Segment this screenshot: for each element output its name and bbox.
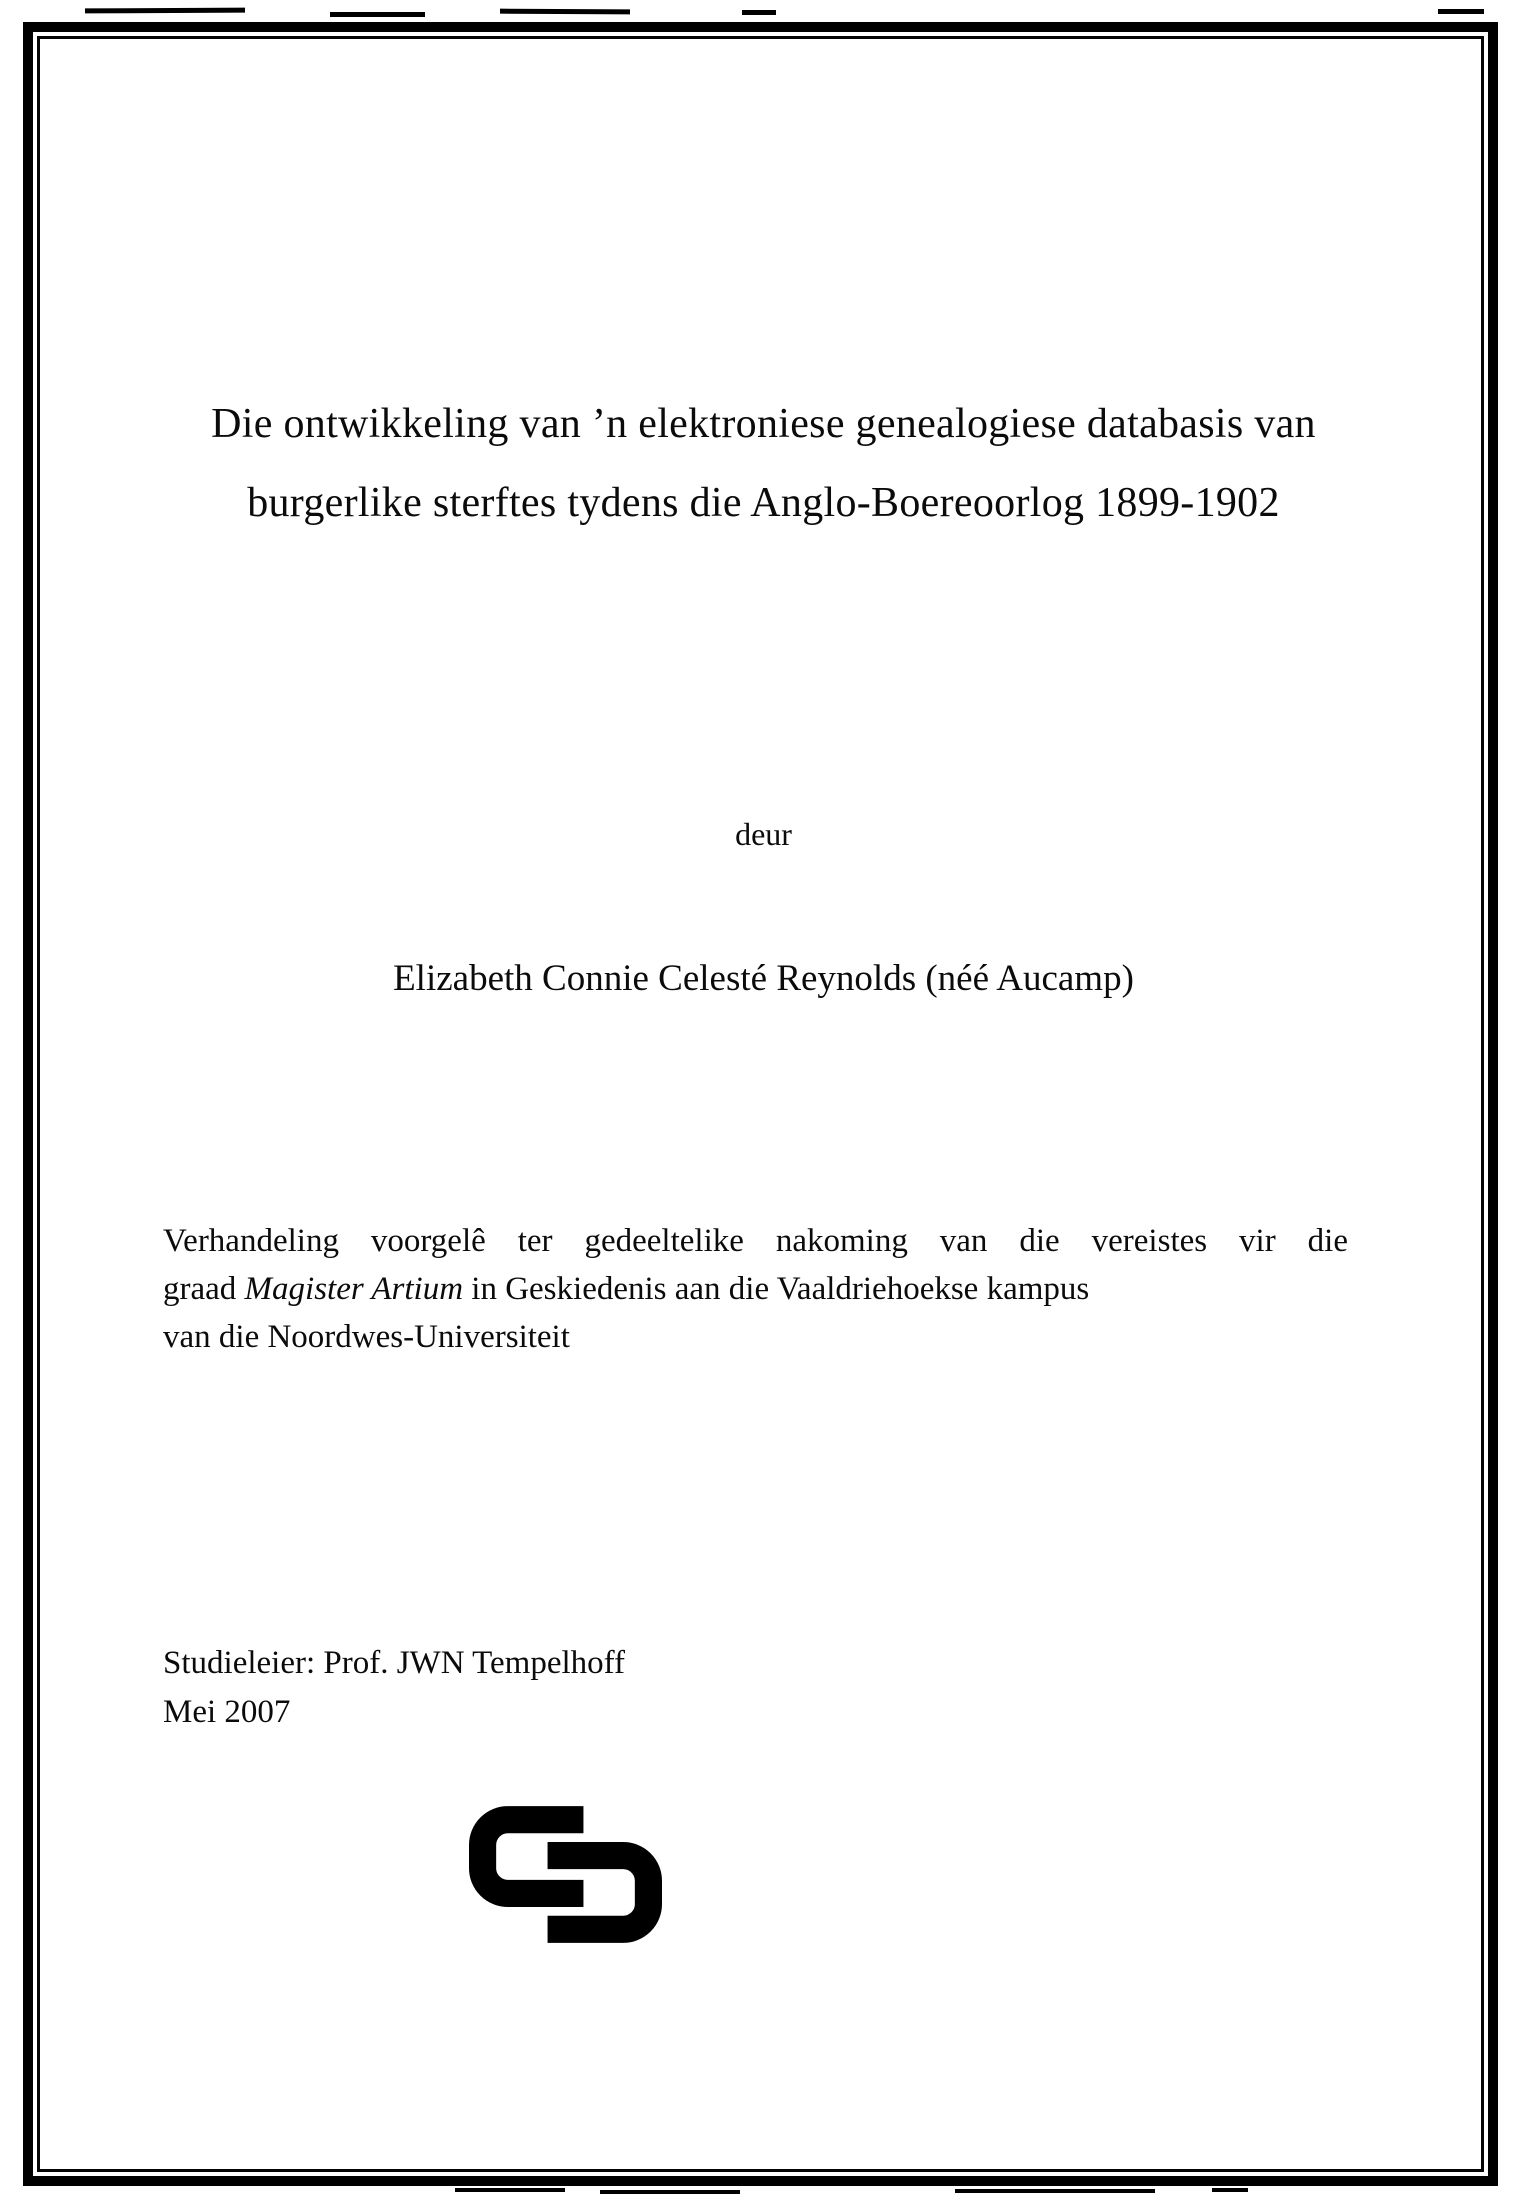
supervisor-line: Studieleier: Prof. JWN Tempelhoff (163, 1645, 626, 1681)
statement-line-2 (163, 1265, 1348, 1313)
byline-deur: deur (735, 816, 792, 852)
scan-artifact (455, 2188, 565, 2192)
statement-line-2-pre: graad (163, 1271, 245, 1307)
supervisor-date-block (163, 1639, 625, 1737)
scan-artifact (1212, 2188, 1248, 2192)
scan-artifact (500, 9, 630, 15)
date-line: Mei 2007 (163, 1694, 291, 1730)
scan-artifact (1438, 9, 1484, 14)
thesis-title-line-2: burgerlike sterftes tydens die Anglo-Boereoorlog 1899-1902 (247, 480, 1280, 526)
author-name: Elizabeth Connie Celesté Reynolds (néé Aucamp) (393, 958, 1134, 999)
thesis-title-line-1: Die ontwikkeling van ’n elektroniese genealogiese databasis van (211, 401, 1316, 447)
thesis-title (0, 385, 1527, 543)
scan-artifact (955, 2189, 1155, 2193)
statement-line-1: Verhandeling voorgelê ter gedeeltelike nakoming van die vereistes vir die (163, 1223, 1348, 1259)
scan-artifact (330, 12, 425, 17)
thesis-statement (163, 1217, 1348, 1361)
scan-artifact (85, 8, 245, 14)
statement-line-2-post: in Geskiedenis aan die Vaaldriehoekse kampus (463, 1271, 1090, 1307)
page-border-inner (37, 36, 1484, 2172)
scan-artifact (742, 10, 776, 15)
scan-artifact (600, 2190, 740, 2194)
degree-name-italic: Magister Artium (244, 1271, 464, 1307)
statement-line-3: van die Noordwes-Universiteit (163, 1319, 570, 1355)
nwu-chain-links-icon (469, 1806, 662, 1943)
